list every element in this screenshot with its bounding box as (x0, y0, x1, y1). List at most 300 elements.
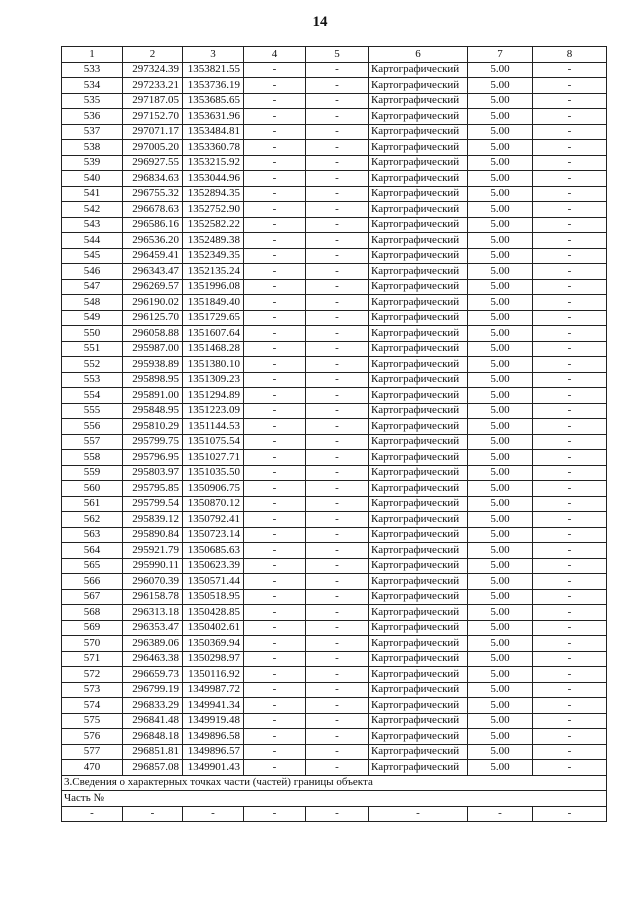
table-row (62, 574, 607, 590)
col5-value: - (306, 512, 369, 528)
method: Картографический (369, 434, 468, 450)
point-number: 549 (62, 310, 123, 326)
table-row (62, 248, 607, 264)
method: Картографический (369, 605, 468, 621)
point-number: 536 (62, 109, 123, 125)
col5-value: - (306, 620, 369, 636)
point-number: 551 (62, 341, 123, 357)
point-number: 546 (62, 264, 123, 280)
col4-value: - (244, 171, 306, 187)
point-number: 547 (62, 279, 123, 295)
column-header: 8 (533, 47, 607, 63)
col4-value: - (244, 620, 306, 636)
accuracy: 5.00 (468, 388, 533, 404)
table-header-row (62, 47, 607, 63)
table-row (62, 279, 607, 295)
col8-value: - (533, 155, 607, 171)
point-number: 559 (62, 465, 123, 481)
col5-value: - (306, 372, 369, 388)
point-number: 537 (62, 124, 123, 140)
y-coordinate: 1349901.43 (183, 760, 244, 776)
accuracy: 5.00 (468, 171, 533, 187)
col5-value: - (306, 481, 369, 497)
method: Картографический (369, 450, 468, 466)
col5-value: - (306, 279, 369, 295)
x-coordinate: 296269.57 (123, 279, 183, 295)
x-coordinate: 297071.17 (123, 124, 183, 140)
point-number: 540 (62, 171, 123, 187)
col8-value: - (533, 698, 607, 714)
empty-cell: - (533, 806, 607, 822)
method: Картографический (369, 388, 468, 404)
col4-value: - (244, 481, 306, 497)
accuracy: 5.00 (468, 682, 533, 698)
point-number: 545 (62, 248, 123, 264)
x-coordinate: 296678.63 (123, 202, 183, 218)
col4-value: - (244, 388, 306, 404)
y-coordinate: 1351223.09 (183, 403, 244, 419)
x-coordinate: 296313.18 (123, 605, 183, 621)
table-row (62, 434, 607, 450)
column-header: 7 (468, 47, 533, 63)
y-coordinate: 1353484.81 (183, 124, 244, 140)
col4-value: - (244, 62, 306, 78)
y-coordinate: 1353631.96 (183, 109, 244, 125)
x-coordinate: 296851.81 (123, 744, 183, 760)
col5-value: - (306, 450, 369, 466)
point-number: 561 (62, 496, 123, 512)
col4-value: - (244, 434, 306, 450)
col5-value: - (306, 744, 369, 760)
col5-value: - (306, 682, 369, 698)
x-coordinate: 297324.39 (123, 62, 183, 78)
col8-value: - (533, 729, 607, 745)
y-coordinate: 1351380.10 (183, 357, 244, 373)
point-number: 544 (62, 233, 123, 249)
col8-value: - (533, 341, 607, 357)
empty-cell: - (468, 806, 533, 822)
table-row (62, 419, 607, 435)
point-number: 563 (62, 527, 123, 543)
method: Картографический (369, 713, 468, 729)
table-row (62, 450, 607, 466)
point-number: 569 (62, 620, 123, 636)
accuracy: 5.00 (468, 512, 533, 528)
method: Картографический (369, 419, 468, 435)
table-row (62, 512, 607, 528)
point-number: 557 (62, 434, 123, 450)
col5-value: - (306, 124, 369, 140)
table-row (62, 109, 607, 125)
accuracy: 5.00 (468, 636, 533, 652)
col5-value: - (306, 171, 369, 187)
point-number: 572 (62, 667, 123, 683)
accuracy: 5.00 (468, 651, 533, 667)
table-row (62, 729, 607, 745)
table-row (62, 527, 607, 543)
method: Картографический (369, 465, 468, 481)
point-number: 553 (62, 372, 123, 388)
col4-value: - (244, 465, 306, 481)
method: Картографический (369, 574, 468, 590)
y-coordinate: 1351309.23 (183, 372, 244, 388)
table-row (62, 372, 607, 388)
x-coordinate: 296834.63 (123, 171, 183, 187)
accuracy: 5.00 (468, 93, 533, 109)
accuracy: 5.00 (468, 62, 533, 78)
col4-value: - (244, 372, 306, 388)
col8-value: - (533, 109, 607, 125)
point-number: 574 (62, 698, 123, 714)
method: Картографический (369, 543, 468, 559)
method: Картографический (369, 698, 468, 714)
empty-cell: - (369, 806, 468, 822)
method: Картографический (369, 512, 468, 528)
table-row (62, 481, 607, 497)
accuracy: 5.00 (468, 264, 533, 280)
accuracy: 5.00 (468, 574, 533, 590)
accuracy: 5.00 (468, 233, 533, 249)
accuracy: 5.00 (468, 217, 533, 233)
col4-value: - (244, 264, 306, 280)
y-coordinate: 1349987.72 (183, 682, 244, 698)
y-coordinate: 1352135.24 (183, 264, 244, 280)
col4-value: - (244, 605, 306, 621)
method: Картографический (369, 310, 468, 326)
method: Картографический (369, 233, 468, 249)
point-number: 576 (62, 729, 123, 745)
col5-value: - (306, 713, 369, 729)
x-coordinate: 296848.18 (123, 729, 183, 745)
accuracy: 5.00 (468, 202, 533, 218)
y-coordinate: 1350792.41 (183, 512, 244, 528)
method: Картографический (369, 171, 468, 187)
table-row (62, 140, 607, 156)
col5-value: - (306, 326, 369, 342)
col4-value: - (244, 636, 306, 652)
col8-value: - (533, 636, 607, 652)
y-coordinate: 1350116.92 (183, 667, 244, 683)
x-coordinate: 295803.97 (123, 465, 183, 481)
col8-value: - (533, 682, 607, 698)
col8-value: - (533, 124, 607, 140)
method: Картографический (369, 186, 468, 202)
table-row (62, 744, 607, 760)
y-coordinate: 1349941.34 (183, 698, 244, 714)
y-coordinate: 1350685.63 (183, 543, 244, 559)
table-row (62, 357, 607, 373)
method: Картографический (369, 403, 468, 419)
col4-value: - (244, 155, 306, 171)
part-label-row (62, 791, 607, 807)
accuracy: 5.00 (468, 496, 533, 512)
point-number: 555 (62, 403, 123, 419)
boundary-points-table (61, 46, 607, 822)
method: Картографический (369, 636, 468, 652)
y-coordinate: 1351027.71 (183, 450, 244, 466)
y-coordinate: 1350428.85 (183, 605, 244, 621)
x-coordinate: 297005.20 (123, 140, 183, 156)
col5-value: - (306, 574, 369, 590)
method: Картографический (369, 357, 468, 373)
col5-value: - (306, 264, 369, 280)
point-number: 573 (62, 682, 123, 698)
col5-value: - (306, 186, 369, 202)
col4-value: - (244, 558, 306, 574)
col8-value: - (533, 357, 607, 373)
table-row (62, 78, 607, 94)
empty-cell: - (123, 806, 183, 822)
x-coordinate: 296833.29 (123, 698, 183, 714)
y-coordinate: 1352752.90 (183, 202, 244, 218)
y-coordinate: 1351607.64 (183, 326, 244, 342)
point-number: 568 (62, 605, 123, 621)
method: Картографический (369, 155, 468, 171)
accuracy: 5.00 (468, 279, 533, 295)
point-number: 567 (62, 589, 123, 605)
empty-row (62, 806, 607, 822)
col4-value: - (244, 667, 306, 683)
col4-value: - (244, 698, 306, 714)
col8-value: - (533, 248, 607, 264)
col4-value: - (244, 760, 306, 776)
x-coordinate: 297152.70 (123, 109, 183, 125)
col8-value: - (533, 744, 607, 760)
x-coordinate: 295990.11 (123, 558, 183, 574)
accuracy: 5.00 (468, 558, 533, 574)
table-row (62, 403, 607, 419)
x-coordinate: 296125.70 (123, 310, 183, 326)
y-coordinate: 1350402.61 (183, 620, 244, 636)
col8-value: - (533, 434, 607, 450)
col8-value: - (533, 403, 607, 419)
table-row (62, 310, 607, 326)
col4-value: - (244, 140, 306, 156)
y-coordinate: 1353821.55 (183, 62, 244, 78)
table-body (62, 47, 607, 822)
col4-value: - (244, 512, 306, 528)
method: Картографический (369, 760, 468, 776)
table-row (62, 682, 607, 698)
method: Картографический (369, 558, 468, 574)
method: Картографический (369, 264, 468, 280)
method: Картографический (369, 496, 468, 512)
col4-value: - (244, 713, 306, 729)
method: Картографический (369, 109, 468, 125)
col5-value: - (306, 388, 369, 404)
col5-value: - (306, 434, 369, 450)
col8-value: - (533, 171, 607, 187)
y-coordinate: 1352582.22 (183, 217, 244, 233)
method: Картографический (369, 589, 468, 605)
col5-value: - (306, 589, 369, 605)
accuracy: 5.00 (468, 372, 533, 388)
table-row (62, 496, 607, 512)
x-coordinate: 296353.47 (123, 620, 183, 636)
col4-value: - (244, 310, 306, 326)
x-coordinate: 296463.38 (123, 651, 183, 667)
col4-value: - (244, 450, 306, 466)
col5-value: - (306, 202, 369, 218)
x-coordinate: 296799.19 (123, 682, 183, 698)
table-row (62, 186, 607, 202)
method: Картографический (369, 667, 468, 683)
col8-value: - (533, 264, 607, 280)
point-number: 566 (62, 574, 123, 590)
accuracy: 5.00 (468, 667, 533, 683)
col4-value: - (244, 233, 306, 249)
col8-value: - (533, 667, 607, 683)
col4-value: - (244, 78, 306, 94)
accuracy: 5.00 (468, 248, 533, 264)
col8-value: - (533, 620, 607, 636)
table-row (62, 155, 607, 171)
method: Картографический (369, 326, 468, 342)
point-number: 562 (62, 512, 123, 528)
col4-value: - (244, 729, 306, 745)
y-coordinate: 1350298.97 (183, 651, 244, 667)
table-row (62, 388, 607, 404)
col8-value: - (533, 512, 607, 528)
col8-value: - (533, 574, 607, 590)
point-number: 556 (62, 419, 123, 435)
point-number: 539 (62, 155, 123, 171)
column-header: 1 (62, 47, 123, 63)
y-coordinate: 1350571.44 (183, 574, 244, 590)
method: Картографический (369, 78, 468, 94)
x-coordinate: 295799.54 (123, 496, 183, 512)
col5-value: - (306, 248, 369, 264)
table-row (62, 171, 607, 187)
method: Картографический (369, 62, 468, 78)
col5-value: - (306, 558, 369, 574)
table-row (62, 217, 607, 233)
accuracy: 5.00 (468, 527, 533, 543)
point-number: 575 (62, 713, 123, 729)
x-coordinate: 295796.95 (123, 450, 183, 466)
col4-value: - (244, 419, 306, 435)
method: Картографический (369, 481, 468, 497)
method: Картографический (369, 744, 468, 760)
y-coordinate: 1350906.75 (183, 481, 244, 497)
point-number: 543 (62, 217, 123, 233)
col5-value: - (306, 729, 369, 745)
x-coordinate: 296389.06 (123, 636, 183, 652)
method: Картографический (369, 248, 468, 264)
point-number: 560 (62, 481, 123, 497)
col5-value: - (306, 636, 369, 652)
x-coordinate: 295891.00 (123, 388, 183, 404)
col8-value: - (533, 310, 607, 326)
table-row (62, 760, 607, 776)
y-coordinate: 1350723.14 (183, 527, 244, 543)
accuracy: 5.00 (468, 124, 533, 140)
col8-value: - (533, 140, 607, 156)
y-coordinate: 1353736.19 (183, 78, 244, 94)
col5-value: - (306, 605, 369, 621)
point-number: 541 (62, 186, 123, 202)
point-number: 470 (62, 760, 123, 776)
accuracy: 5.00 (468, 450, 533, 466)
accuracy: 5.00 (468, 140, 533, 156)
col4-value: - (244, 279, 306, 295)
col5-value: - (306, 155, 369, 171)
y-coordinate: 1351294.89 (183, 388, 244, 404)
x-coordinate: 295799.75 (123, 434, 183, 450)
col8-value: - (533, 496, 607, 512)
method: Картографический (369, 651, 468, 667)
x-coordinate: 296755.32 (123, 186, 183, 202)
x-coordinate: 295795.85 (123, 481, 183, 497)
col8-value: - (533, 605, 607, 621)
method: Картографический (369, 341, 468, 357)
x-coordinate: 295921.79 (123, 543, 183, 559)
point-number: 565 (62, 558, 123, 574)
col8-value: - (533, 202, 607, 218)
x-coordinate: 295987.00 (123, 341, 183, 357)
x-coordinate: 296343.47 (123, 264, 183, 280)
accuracy: 5.00 (468, 744, 533, 760)
method: Картографический (369, 124, 468, 140)
y-coordinate: 1351468.28 (183, 341, 244, 357)
y-coordinate: 1350369.94 (183, 636, 244, 652)
col5-value: - (306, 233, 369, 249)
accuracy: 5.00 (468, 434, 533, 450)
y-coordinate: 1349896.58 (183, 729, 244, 745)
col4-value: - (244, 109, 306, 125)
col5-value: - (306, 651, 369, 667)
table-row (62, 62, 607, 78)
accuracy: 5.00 (468, 620, 533, 636)
table-row (62, 124, 607, 140)
y-coordinate: 1352349.35 (183, 248, 244, 264)
accuracy: 5.00 (468, 465, 533, 481)
col8-value: - (533, 558, 607, 574)
y-coordinate: 1353215.92 (183, 155, 244, 171)
method: Картографический (369, 140, 468, 156)
col8-value: - (533, 295, 607, 311)
col8-value: - (533, 62, 607, 78)
y-coordinate: 1351035.50 (183, 465, 244, 481)
column-header: 5 (306, 47, 369, 63)
y-coordinate: 1353685.65 (183, 93, 244, 109)
column-header: 3 (183, 47, 244, 63)
accuracy: 5.00 (468, 543, 533, 559)
method: Картографический (369, 527, 468, 543)
method: Картографический (369, 217, 468, 233)
col5-value: - (306, 543, 369, 559)
table-row (62, 713, 607, 729)
col4-value: - (244, 217, 306, 233)
empty-cell: - (306, 806, 369, 822)
col4-value: - (244, 341, 306, 357)
col4-value: - (244, 496, 306, 512)
col8-value: - (533, 760, 607, 776)
point-number: 533 (62, 62, 123, 78)
x-coordinate: 295810.29 (123, 419, 183, 435)
y-coordinate: 1350870.12 (183, 496, 244, 512)
accuracy: 5.00 (468, 78, 533, 94)
col4-value: - (244, 186, 306, 202)
point-number: 564 (62, 543, 123, 559)
col5-value: - (306, 310, 369, 326)
x-coordinate: 296070.39 (123, 574, 183, 590)
col4-value: - (244, 202, 306, 218)
y-coordinate: 1353044.96 (183, 171, 244, 187)
point-number: 552 (62, 357, 123, 373)
page-number: 14 (312, 14, 328, 30)
accuracy: 5.00 (468, 729, 533, 745)
